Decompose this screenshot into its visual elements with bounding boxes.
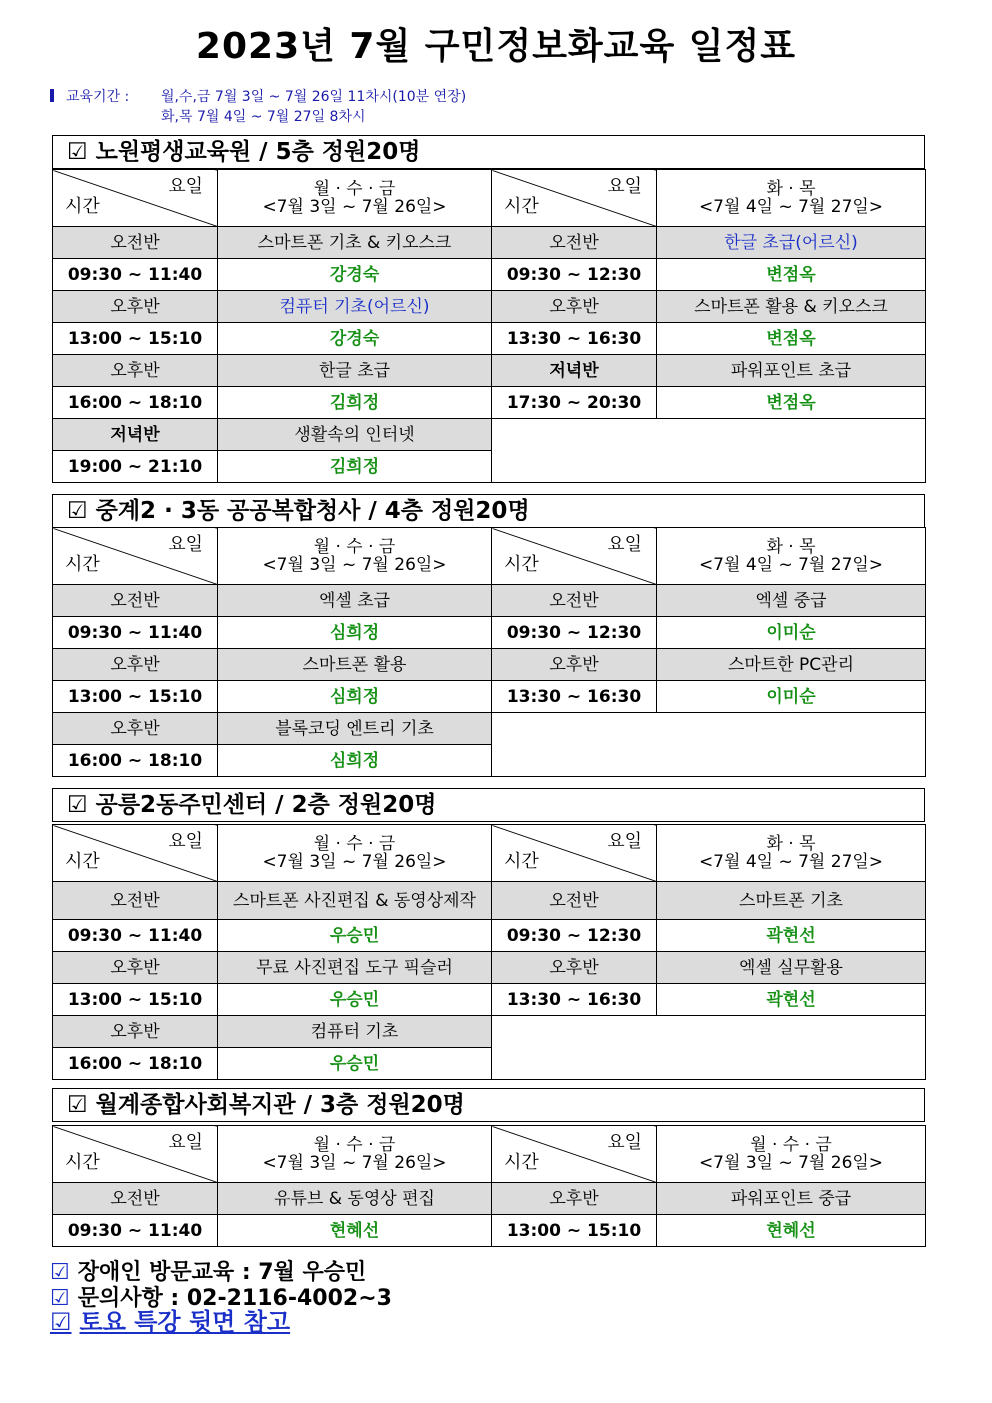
time-label: 시간 bbox=[504, 1152, 539, 1173]
instructor-name: 곽현선 bbox=[657, 920, 926, 952]
table-row bbox=[53, 713, 926, 745]
course-name: 스마트폰 기초 bbox=[657, 882, 926, 920]
time-label: 시간 bbox=[65, 196, 100, 217]
bullet-bar bbox=[50, 89, 54, 102]
left-days: 월 · 수 · 금 bbox=[313, 1135, 396, 1155]
table-row bbox=[53, 1016, 926, 1048]
time-label: 시간 bbox=[65, 554, 100, 575]
instructor-name: 강경숙 bbox=[218, 259, 492, 291]
day-label: 요일 bbox=[607, 1132, 642, 1153]
right-date-range: <7월 4일 ~ 7월 27일> bbox=[698, 197, 884, 217]
instructor-name: 변점옥 bbox=[657, 387, 926, 419]
class-time: 13:30 ~ 16:30 bbox=[492, 323, 657, 355]
table-row bbox=[53, 227, 926, 259]
class-time: 16:00 ~ 18:10 bbox=[53, 1048, 218, 1080]
class-time: 19:00 ~ 21:10 bbox=[53, 451, 218, 483]
checkbox-icon: ☑ bbox=[67, 139, 88, 165]
right-days: 화 · 목 bbox=[766, 537, 816, 557]
empty-cell bbox=[492, 419, 926, 483]
course-name: 파워포인트 중급 bbox=[657, 1183, 926, 1215]
schedule-table bbox=[52, 1125, 926, 1247]
class-session: 오후반 bbox=[492, 649, 657, 681]
course-name: 생활속의 인터넷 bbox=[218, 419, 492, 451]
left-day-header bbox=[218, 825, 492, 882]
instructor-name: 우승민 bbox=[218, 920, 492, 952]
class-session: 오후반 bbox=[53, 952, 218, 984]
day-label: 요일 bbox=[168, 176, 203, 197]
class-session: 저녁반 bbox=[53, 419, 218, 451]
course-name: 엑셀 중급 bbox=[657, 585, 926, 617]
table-row bbox=[53, 585, 926, 617]
instructor-name: 우승민 bbox=[218, 1048, 492, 1080]
table-row bbox=[53, 355, 926, 387]
period-label: 교육기간 : bbox=[66, 89, 130, 105]
table-header-row bbox=[53, 528, 926, 585]
class-session: 오전반 bbox=[53, 227, 218, 259]
footer-visit bbox=[50, 1260, 366, 1285]
day-label: 요일 bbox=[607, 831, 642, 852]
section-title-text: 중계2 · 3동 공공복합청사 / 4층 정원20명 bbox=[95, 498, 530, 524]
class-time: 09:30 ~ 12:30 bbox=[492, 617, 657, 649]
instructor-name: 변점옥 bbox=[657, 323, 926, 355]
right-days: 월 · 수 · 금 bbox=[750, 1135, 832, 1155]
class-time: 13:00 ~ 15:10 bbox=[53, 323, 218, 355]
checkbox-icon: ☑ bbox=[50, 1308, 72, 1336]
schedule-table bbox=[52, 169, 926, 483]
class-session: 오전반 bbox=[492, 585, 657, 617]
course-name: 한글 초급 bbox=[218, 355, 492, 387]
course-name: 무료 사진편집 도구 픽슬러 bbox=[218, 952, 492, 984]
diagonal-header-cell bbox=[492, 1126, 657, 1183]
class-session: 오후반 bbox=[492, 1183, 657, 1215]
class-time: 09:30 ~ 11:40 bbox=[53, 617, 218, 649]
visit-education-text: 장애인 방문교육 : 7월 우승민 bbox=[77, 1260, 367, 1285]
instructor-name: 우승민 bbox=[218, 984, 492, 1016]
class-session: 오전반 bbox=[492, 227, 657, 259]
table-row bbox=[53, 617, 926, 649]
diagonal-header-cell bbox=[492, 528, 657, 585]
class-time: 09:30 ~ 11:40 bbox=[53, 920, 218, 952]
table-row bbox=[53, 984, 926, 1016]
checkbox-icon: ☑ bbox=[67, 792, 88, 818]
table-row bbox=[53, 920, 926, 952]
checkbox-icon: ☑ bbox=[67, 498, 88, 524]
day-label: 요일 bbox=[168, 831, 203, 852]
day-label: 요일 bbox=[607, 176, 642, 197]
right-day-header bbox=[657, 528, 926, 585]
class-time: 13:00 ~ 15:10 bbox=[492, 1215, 657, 1247]
right-days: 화 · 목 bbox=[766, 179, 816, 199]
course-name: 한글 초급(어르신) bbox=[657, 227, 926, 259]
table-header-row bbox=[53, 170, 926, 227]
table-row bbox=[53, 259, 926, 291]
diagonal-header-cell bbox=[492, 170, 657, 227]
left-day-header bbox=[218, 1126, 492, 1183]
instructor-name: 이미순 bbox=[657, 617, 926, 649]
class-session: 오후반 bbox=[53, 291, 218, 323]
instructor-name: 현혜선 bbox=[218, 1215, 492, 1247]
course-name: 엑셀 실무활용 bbox=[657, 952, 926, 984]
instructor-name: 심희정 bbox=[218, 745, 492, 777]
class-time: 13:30 ~ 16:30 bbox=[492, 984, 657, 1016]
table-row bbox=[53, 323, 926, 355]
left-date-range: <7월 3일 ~ 7월 26일> bbox=[262, 197, 447, 217]
table-row bbox=[53, 649, 926, 681]
instructor-name: 현혜선 bbox=[657, 1215, 926, 1247]
left-day-header bbox=[218, 170, 492, 227]
left-days: 월 · 수 · 금 bbox=[313, 179, 396, 199]
day-label: 요일 bbox=[168, 1132, 203, 1153]
class-time: 13:00 ~ 15:10 bbox=[53, 984, 218, 1016]
course-name: 유튜브 & 동영상 편집 bbox=[218, 1183, 492, 1215]
page-title: 2023년 7월 구민정보화교육 일정표 bbox=[195, 26, 797, 67]
course-name: 스마트한 PC관리 bbox=[657, 649, 926, 681]
right-date-range: <7월 3일 ~ 7월 26일> bbox=[698, 1153, 884, 1173]
left-day-header bbox=[218, 528, 492, 585]
class-time: 09:30 ~ 11:40 bbox=[53, 259, 218, 291]
checkbox-icon: ☑ bbox=[50, 1286, 70, 1311]
course-name: 스마트폰 사진편집 & 동영상제작 bbox=[218, 882, 492, 920]
instructor-name: 심희정 bbox=[218, 617, 492, 649]
time-label: 시간 bbox=[504, 554, 539, 575]
course-name: 스마트폰 기초 & 키오스크 bbox=[218, 227, 492, 259]
diagonal-header-cell bbox=[53, 170, 218, 227]
class-time: 16:00 ~ 18:10 bbox=[53, 745, 218, 777]
course-name: 엑셀 초급 bbox=[218, 585, 492, 617]
table-row bbox=[53, 681, 926, 713]
period-line-mwf: 월,수,금 7월 3일 ~ 7월 26일 11차시(10분 연장) bbox=[161, 89, 467, 105]
section-title-text: 공릉2동주민센터 / 2층 정원20명 bbox=[95, 792, 437, 818]
instructor-name: 심희정 bbox=[218, 681, 492, 713]
class-session: 오후반 bbox=[53, 713, 218, 745]
table-row bbox=[53, 387, 926, 419]
course-name: 컴퓨터 기초(어르신) bbox=[218, 291, 492, 323]
class-session: 오후반 bbox=[492, 291, 657, 323]
period-line-tt: 화,목 7월 4일 ~ 7월 27일 8차시 bbox=[161, 109, 366, 125]
left-date-range: <7월 3일 ~ 7월 26일> bbox=[262, 852, 447, 872]
right-day-header bbox=[657, 170, 926, 227]
right-day-header bbox=[657, 825, 926, 882]
section-title-text: 노원평생교육원 / 5층 정원20명 bbox=[95, 139, 421, 165]
footer-weekend bbox=[50, 1310, 290, 1335]
class-session: 오전반 bbox=[492, 882, 657, 920]
class-session: 오후반 bbox=[53, 649, 218, 681]
course-name: 스마트폰 활용 bbox=[218, 649, 492, 681]
time-label: 시간 bbox=[504, 196, 539, 217]
time-label: 시간 bbox=[504, 851, 539, 872]
diagonal-header-cell bbox=[53, 825, 218, 882]
instructor-name: 이미순 bbox=[657, 681, 926, 713]
left-days: 월 · 수 · 금 bbox=[313, 537, 396, 557]
table-row bbox=[53, 419, 926, 451]
table-header-row bbox=[53, 1126, 926, 1183]
schedule-table bbox=[52, 527, 926, 777]
empty-cell bbox=[492, 713, 926, 777]
table-row bbox=[53, 291, 926, 323]
checkbox-icon: ☑ bbox=[67, 1092, 88, 1118]
class-session: 오후반 bbox=[53, 1016, 218, 1048]
course-name: 스마트폰 활용 & 키오스크 bbox=[657, 291, 926, 323]
instructor-name: 변점옥 bbox=[657, 259, 926, 291]
day-label: 요일 bbox=[168, 534, 203, 555]
section-title-text: 월계종합사회복지관 / 3층 정원20명 bbox=[95, 1092, 465, 1118]
contact-text: 문의사항 : 02-2116-4002~3 bbox=[77, 1286, 392, 1311]
right-date-range: <7월 4일 ~ 7월 27일> bbox=[698, 555, 884, 575]
section-title bbox=[52, 1088, 925, 1122]
table-header-row bbox=[53, 825, 926, 882]
class-time: 09:30 ~ 11:40 bbox=[53, 1215, 218, 1247]
education-period bbox=[50, 87, 466, 127]
table-row bbox=[53, 1183, 926, 1215]
empty-cell bbox=[492, 1016, 926, 1080]
schedule-table bbox=[52, 824, 926, 1080]
left-days: 월 · 수 · 금 bbox=[313, 834, 396, 854]
table-row bbox=[53, 1215, 926, 1247]
course-name: 블록코딩 엔트리 기초 bbox=[218, 713, 492, 745]
instructor-name: 강경숙 bbox=[218, 323, 492, 355]
class-session: 오전반 bbox=[53, 882, 218, 920]
section-title bbox=[52, 494, 925, 528]
day-label: 요일 bbox=[607, 534, 642, 555]
instructor-name: 김희정 bbox=[218, 451, 492, 483]
checkbox-icon: ☑ bbox=[50, 1260, 70, 1285]
right-days: 화 · 목 bbox=[766, 834, 816, 854]
class-time: 16:00 ~ 18:10 bbox=[53, 387, 218, 419]
class-session: 오전반 bbox=[53, 585, 218, 617]
instructor-name: 김희정 bbox=[218, 387, 492, 419]
course-name: 파워포인트 초급 bbox=[657, 355, 926, 387]
class-time: 09:30 ~ 12:30 bbox=[492, 259, 657, 291]
right-day-header bbox=[657, 1126, 926, 1183]
instructor-name: 곽현선 bbox=[657, 984, 926, 1016]
section-title bbox=[52, 788, 925, 822]
left-date-range: <7월 3일 ~ 7월 26일> bbox=[262, 1153, 447, 1173]
table-row bbox=[53, 952, 926, 984]
right-date-range: <7월 4일 ~ 7월 27일> bbox=[698, 852, 884, 872]
section-title bbox=[52, 135, 925, 169]
class-session: 저녁반 bbox=[492, 355, 657, 387]
course-name: 컴퓨터 기초 bbox=[218, 1016, 492, 1048]
class-time: 13:00 ~ 15:10 bbox=[53, 681, 218, 713]
class-time: 09:30 ~ 12:30 bbox=[492, 920, 657, 952]
class-session: 오후반 bbox=[492, 952, 657, 984]
time-label: 시간 bbox=[65, 851, 100, 872]
class-time: 13:30 ~ 16:30 bbox=[492, 681, 657, 713]
time-label: 시간 bbox=[65, 1152, 100, 1173]
left-date-range: <7월 3일 ~ 7월 26일> bbox=[262, 555, 447, 575]
diagonal-header-cell bbox=[53, 1126, 218, 1183]
class-session: 오후반 bbox=[53, 355, 218, 387]
class-time: 17:30 ~ 20:30 bbox=[492, 387, 657, 419]
diagonal-header-cell bbox=[53, 528, 218, 585]
diagonal-header-cell bbox=[492, 825, 657, 882]
class-session: 오전반 bbox=[53, 1183, 218, 1215]
weekend-lecture-link[interactable]: 토요 특강 뒷면 참고 bbox=[79, 1308, 291, 1336]
table-row bbox=[53, 882, 926, 920]
